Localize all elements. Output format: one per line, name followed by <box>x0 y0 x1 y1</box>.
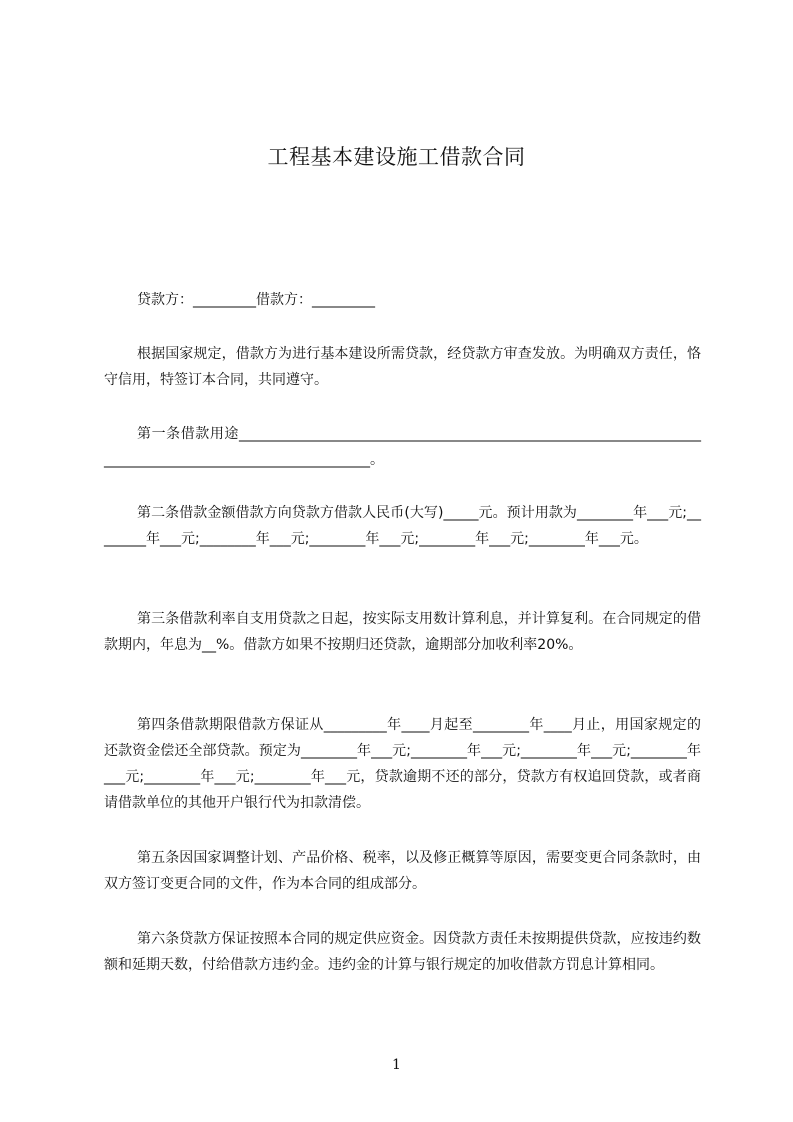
article-3-interest: 第三条借款利率自支用贷款之日起，按实际支用数计算利息，并计算复利。在合同规定的借款期内，年息为__%。借款方如果不按期归还贷款，逾期部分加收利率20%。 <box>104 611 701 653</box>
document-title: 工程基本建设施工借款合同 <box>267 145 526 169</box>
article-1-purpose: 第一条借款用途________________________________________________________________________________________________________。 <box>104 426 701 468</box>
intro-paragraph: 根据国家规定，借款方为进行基本建设所需贷款，经贷款方审查发放。为明确双方责任，恪守信用，特签订本合同，共同遵守。 <box>104 346 701 388</box>
article-4-term: 第四条借款期限借款方保证从_________年____月起至________年____月止，用国家规定的还款资金偿还全部贷款。预定为________年___元;________年___元;________年___元;________年___元;________年___元;________年___元，贷款逾期不还的部分，贷款方有权追回贷款，或者商请借款单位的其他开户银行代为扣款清偿。 <box>104 717 701 811</box>
article-6-supply: 第六条贷款方保证按照本合同的规定供应资金。因贷款方责任未按期提供贷款，应按违约数额和延期天数，付给借款方违约金。违约金的计算与银行规定的加收借款方罚息计算相同。 <box>104 931 701 973</box>
parties-line: 贷款方：_________借款方：_________ <box>137 292 375 308</box>
article-2-amount: 第二条借款金额借款方向贷款方借款人民币(大写)_____元。预计用款为________年___元;________年___元;________年___元;________年___元;________年___元;________年___元。 <box>104 505 701 547</box>
page-number: 1 <box>392 1057 401 1073</box>
article-5-amendment: 第五条因国家调整计划、产品价格、税率，以及修正概算等原因，需要变更合同条款时，由双方签订变更合同的文件，作为本合同的组成部分。 <box>104 850 701 892</box>
